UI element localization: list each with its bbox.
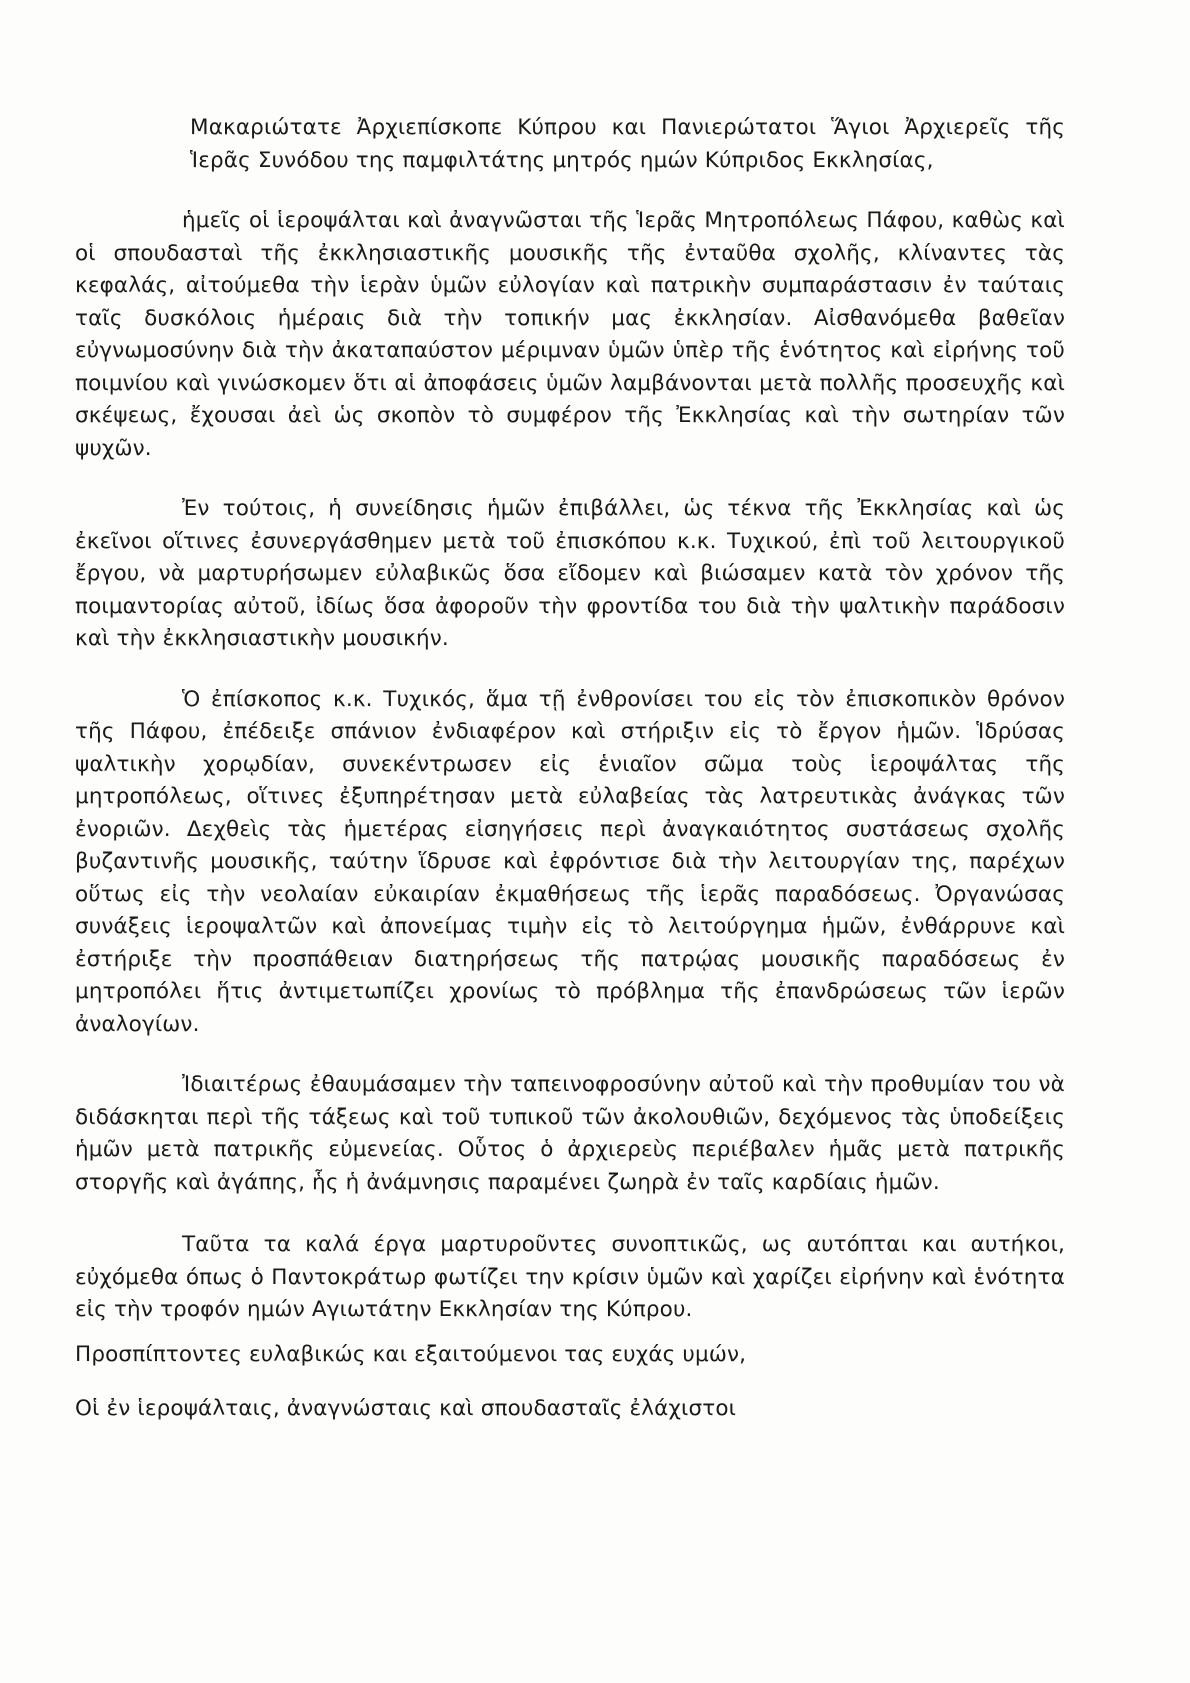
paragraph-5: Ταῦτα τα καλά έργα μαρτυροῦντες συνοπτικῶς, ως αυτόπται και αυτήκοι, εὐχόμεθα όπως ὁ Παντοκράτωρ φωτίζει την κρίσιν ὑμῶν καὶ χαρίζει εἰρήνην καὶ ἑνότητα εἰς τὴν τροφόν ημών Αγιωτάτην Εκκλησίαν της Κύπρου. [75,1232,1065,1322]
closing-line: Προσπίπτοντες ευλαβικώς και εξαιτούμενοι τας ευχάς υμών, [75,1341,747,1367]
paragraph-2: Ἐν τούτοις, ἡ συνείδησις ἡμῶν ἐπιβάλλει, ὡς τέκνα τῆς Ἐκκλησίας καὶ ὡς ἐκεῖνοι οἵτινες ἐσυνεργάσθημεν μετὰ τοῦ ἐπισκόπου κ.κ. Τυχικού, ἐπὶ τοῦ λειτουργικοῦ ἔργου, νὰ μαρτυρήσωμεν εὐλαβικῶς ὅσα εἴδομεν καὶ βιώσαμεν κατὰ τὸν χρόνον τῆς ποιμαντορίας αὐτοῦ, ἰδίως ὅσα ἀφοροῦν τὴν φροντίδα του διὰ τὴν ψαλτικὴν παράδοσιν καὶ τὴν ἐκκλησιαστικὴν μουσικήν. [75,496,1065,651]
paragraph-4: Ἰδιαιτέρως ἐθαυμάσαμεν τὴν ταπεινοφροσύνην αὐτοῦ καὶ τὴν προθυμίαν του νὰ διδάσκηται περὶ τῆς τάξεως καὶ τοῦ τυπικοῦ τῶν ἀκολουθιῶν, δεχόμενος τὰς ὑποδείξεις ἡμῶν μετὰ πατρικῆς εὐμενείας. Οὗτος ὁ ἀρχιερεὺς περιέβαλεν ἡμᾶς μετὰ πατρικῆς στοργῆς καὶ ἀγάπης, ἧς ἡ ἀνάμνησις παραμένει ζωηρὰ ἐν ταῖς καρδίαις ἡμῶν. [75,1072,1065,1195]
signature-line: Οἱ ἐν ἱεροψάλταις, ἀναγνώσταις καὶ σπουδασταῖς ἐλάχιστοι [75,1396,737,1421]
paragraph-1: ἡμεῖς οἱ ἱεροψάλται καὶ ἀναγνῶσται τῆς Ἱερᾶς Μητροπόλεως Πάφου, καθὼς καὶ οἱ σπουδασταὶ τῆς ἐκκλησιαστικῆς μουσικῆς τῆς ἐνταῦθα σχολῆς, κλίναντες τὰς κεφαλάς, αἰτούμεθα τὴν ἱερὰν ὑμῶν εὐλογίαν καὶ πατρικὴν συμπαράστασιν ἐν ταύταις ταῖς δυσκόλοις ἡμέραις διὰ τὴν τοπικήν μας ἐκκλησίαν. Αἰσθανόμεθα βαθεῖαν εὐγνωμοσύνην διὰ τὴν ἀκαταπαύστον μέριμναν ὑμῶν ὑπὲρ τῆς ἑνότητος καὶ εἰρήνης τοῦ ποιμνίου καὶ γινώσκομεν ὅτι αἱ ἀποφάσεις ὑμῶν λαμβάνονται μετὰ πολλῆς προσευχῆς καὶ σκέψεως, ἔχουσαι ἀεὶ ὡς σκοπὸν τὸ συμφέρον τῆς Ἐκκλησίας καὶ τὴν σωτηρίαν τῶν ψυχῶν. [75,208,1065,461]
salutation: Μακαριώτατε Ἀρχιεπίσκοπε Κύπρου και Πανιερώτατοι Ἅγιοι Ἀρχιερεῖς τῆς Ἱερᾶς Συνόδου της παμφιλτάτης μητρός ημών Κύπριδος Εκκλησίας, [190,115,1065,173]
letter-body [75,112,1065,1426]
paragraph-3: Ὁ ἐπίσκοπος κ.κ. Τυχικός, ἅμα τῇ ἐνθρονίσει του εἰς τὸν ἐπισκοπικὸν θρόνον τῆς Πάφου, ἐπέδειξε σπάνιον ἐνδιαφέρον καὶ στήριξιν εἰς τὸ ἔργον ἡμῶν. Ἱδρύσας ψαλτικὴν χορῳδίαν, συνεκέντρωσεν εἰς ἑνιαῖον σῶμα τοὺς ἱεροψάλτας τῆς μητροπόλεως, οἵτινες ἐξυπηρέτησαν μετὰ εὐλαβείας τὰς λατρευτικὰς ἀνάγκας τῶν ἐνοριῶν. Δεχθεὶς τὰς ἡμετέρας εἰσηγήσεις περὶ ἀναγκαιότητος συστάσεως σχολῆς βυζαντινῆς μουσικῆς, ταύτην ἵδρυσε καὶ ἐφρόντισε διὰ τὴν λειτουργίαν της, παρέχων οὕτως εἰς τὴν νεολαίαν εὐκαιρίαν ἐκμαθήσεως τῆς ἱερᾶς παραδόσεως. Ὀργανώσας συνάξεις ἱεροψαλτῶν καὶ ἀπονείμας τιμὴν εἰς τὸ λειτούργημα ἡμῶν, ἐνθάρρυνε καὶ ἐστήριξε τὴν προσπάθειαν διατηρήσεως τῆς πατρῴας μουσικῆς παραδόσεως ἐν μητροπόλει ἥτις ἀντιμετωπίζει χρονίως τὸ πρόβλημα τῆς ἐπανδρώσεως τῶν ἱερῶν ἀναλογίων. [75,686,1065,1037]
